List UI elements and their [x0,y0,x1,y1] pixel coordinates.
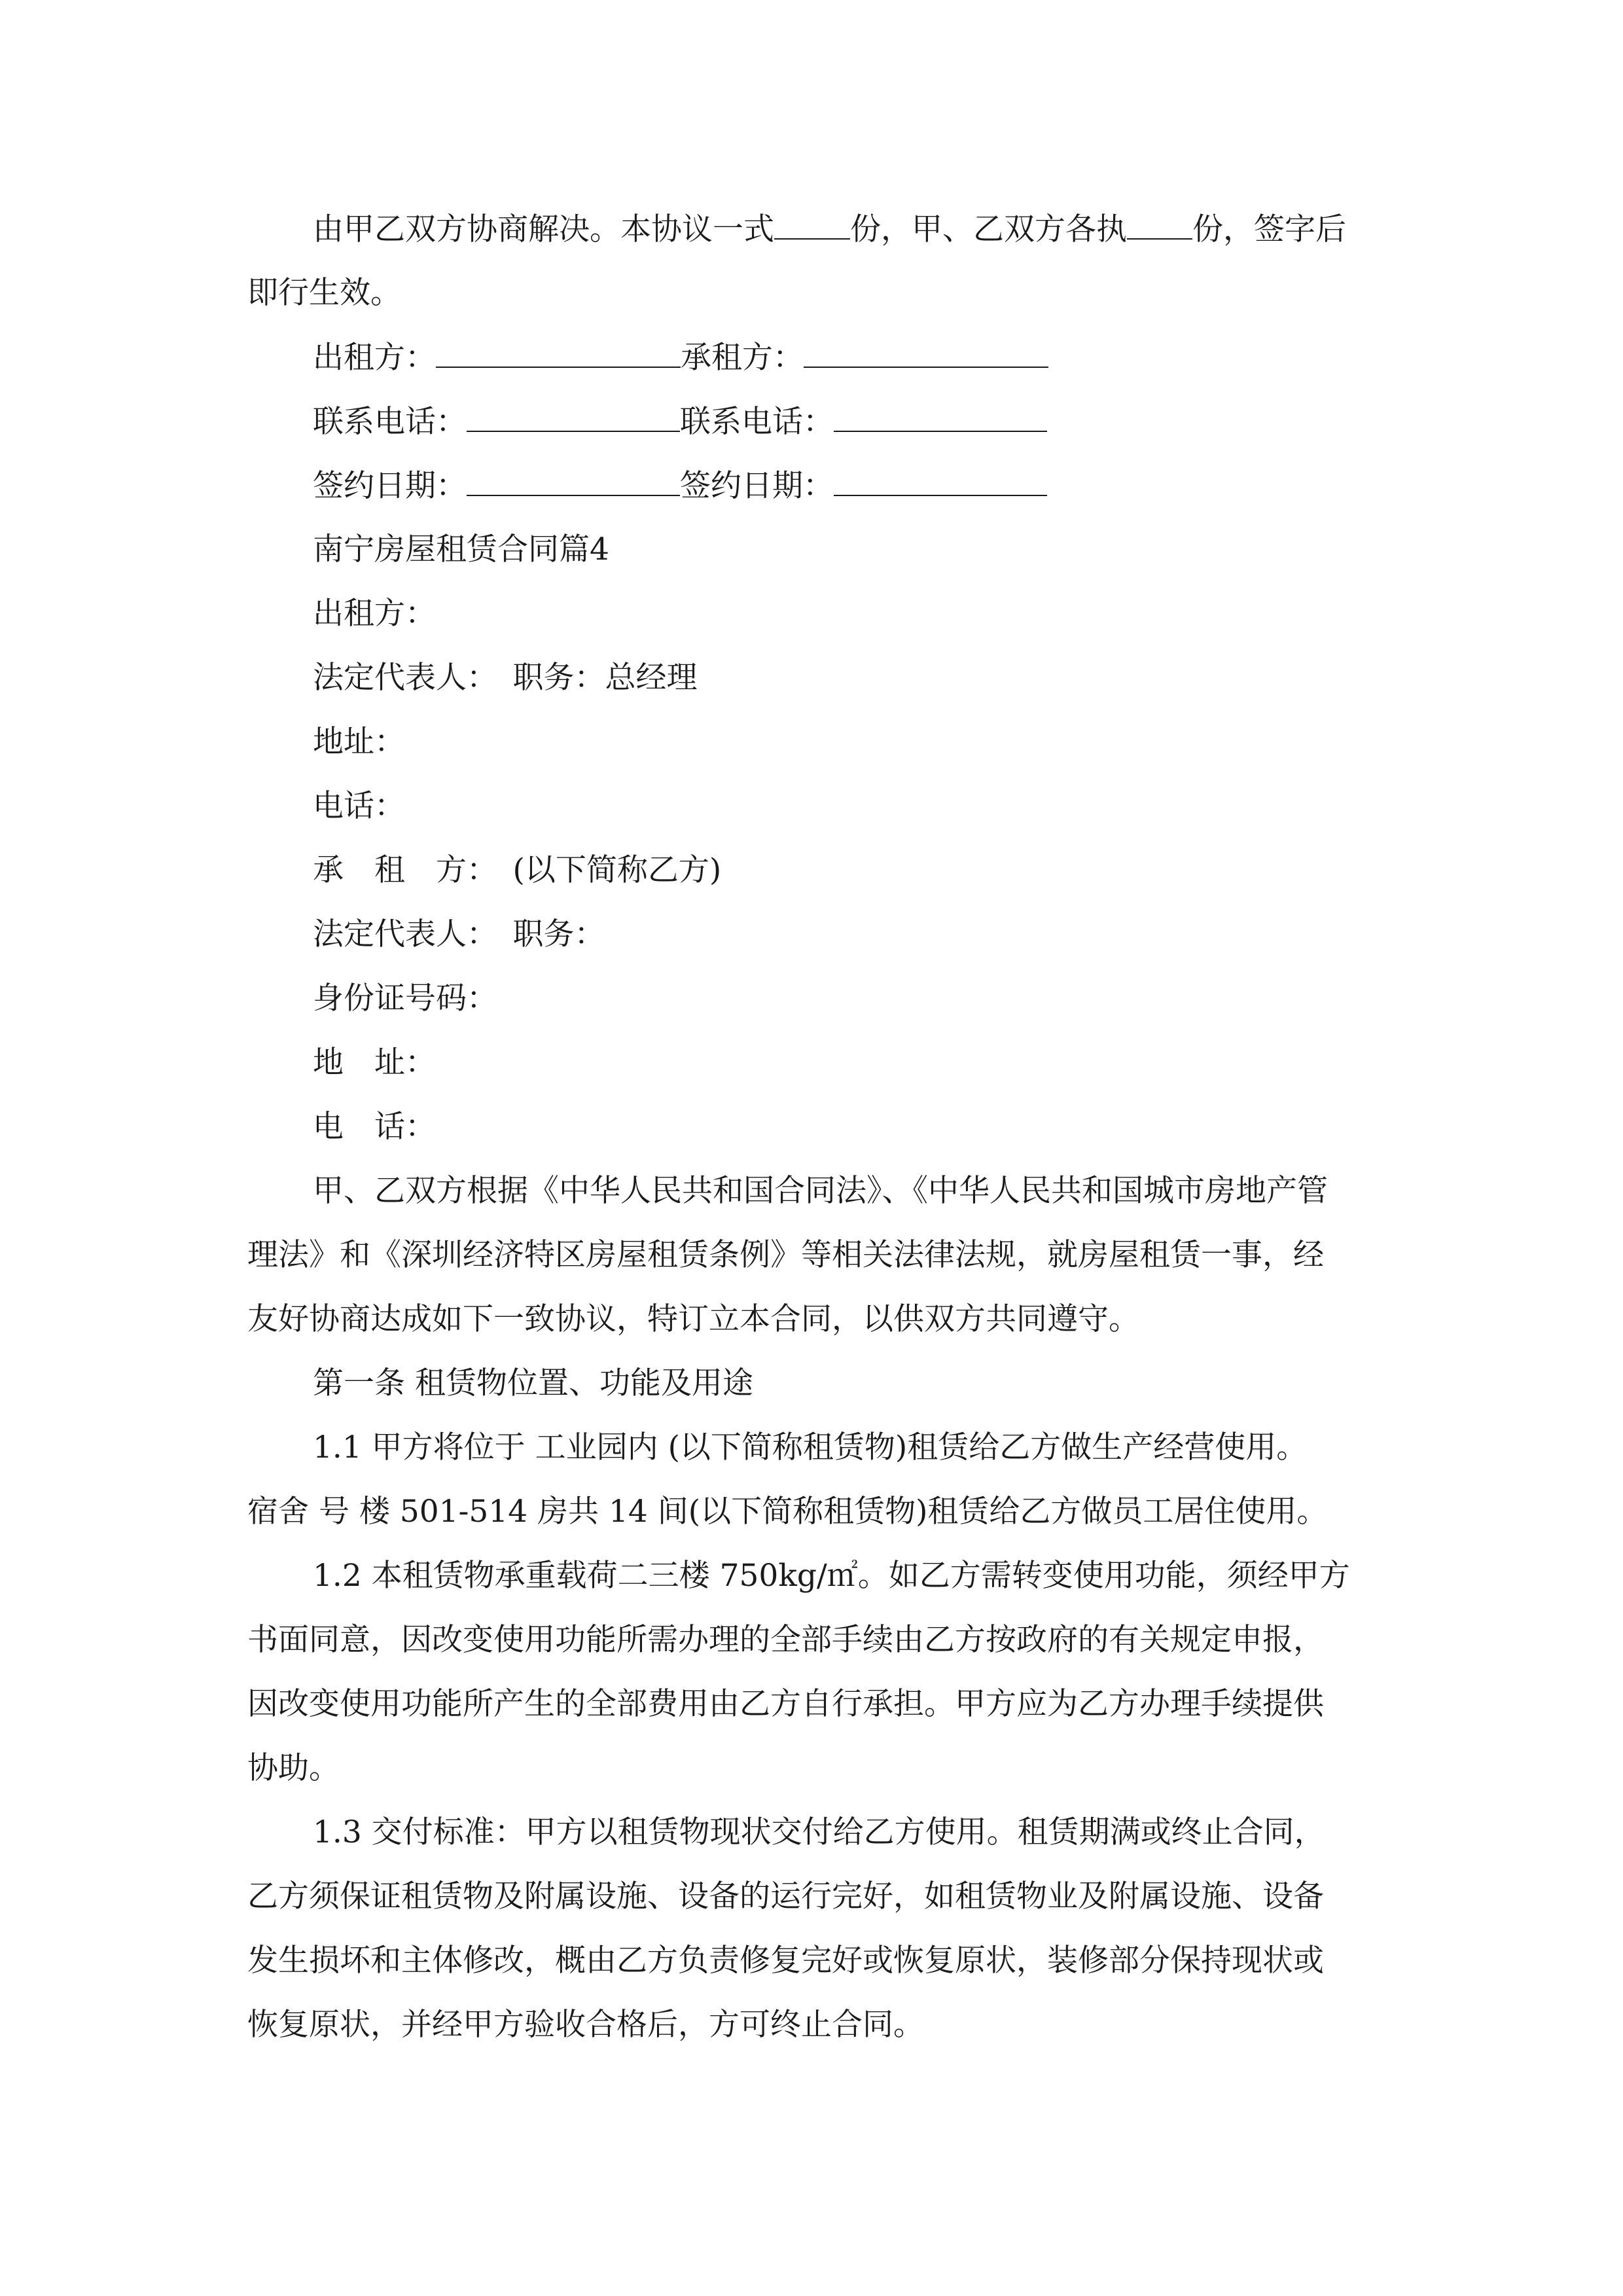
each-copies-blank [1127,209,1192,240]
clause-line: 1.1 甲方将位于 工业园内 (以下简称租赁物)租赁给乙方做生产经营使用。 [313,1429,1308,1465]
lessor-blank [436,338,681,368]
lessee-rep-line: 法定代表人： 职务： [313,916,605,952]
lessor-label: 出租方： [313,340,436,376]
signature-row-date [313,466,1047,506]
phone-label: 联系电话： [313,404,467,440]
clause-line: 因改变使用功能所产生的全部费用由乙方自行承担。甲方应为乙方办理手续提供 [247,1686,1324,1722]
intro-line: 甲、乙双方根据《中华人民共和国合同法》、《中华人民共和国城市房地产管 [313,1173,1328,1209]
clause-line: 恢复原状，并经甲方验收合格后，方可终止合同。 [247,2007,924,2043]
intro-line: 友好协商达成如下一致协议，特订立本合同，以供双方共同遵守。 [247,1301,1139,1337]
clause-line: 协助。 [247,1750,340,1786]
clause-line: 1.3 交付标准：甲方以租赁物现状交付给乙方使用。租赁期满或终止合同， [313,1814,1325,1850]
lessor-phone-line: 电话： [313,788,405,824]
lessor-line: 出租方： [313,596,436,632]
lessee-line: 承 租 方： (以下简称乙方) [313,852,722,888]
phone-blank [467,402,680,432]
clause-line: 书面同意，因改变使用功能所需办理的全部手续由乙方按政府的有关规定申报， [247,1622,1324,1658]
section-title: 南宁房屋租赁合同篇4 [313,531,609,567]
agreement-copies-line [313,209,1346,249]
effective-line: 即行生效。 [247,275,401,311]
lessor-address-line: 地址： [313,724,405,760]
date-label: 签约日期： [313,468,467,504]
clause-line: 发生损坏和主体修改，概由乙方负责修复完好或恢复原状，装修部分保持现状或 [247,1943,1324,1979]
text-segment: 份，签字后 [1192,211,1346,247]
clause-line: 宿舍 号 楼 501-514 房共 14 间(以下简称租赁物)租赁给乙方做员工居住使用。 [247,1494,1328,1530]
phone-blank [834,402,1047,432]
intro-line: 理法》和《深圳经济特区房屋租赁条例》等相关法律法规，就房屋租赁一事，经 [247,1237,1324,1273]
date-blank [467,466,680,496]
text-segment: 由甲乙双方协商解决。本协议一式 [313,211,774,247]
signature-row-parties [313,338,1048,378]
article-title: 第一条 租赁物位置、功能及用途 [313,1365,753,1401]
lessee-id-line: 身份证号码： [313,980,497,1016]
clause-line: 1.2 本租赁物承重载荷二三楼 750kg/㎡。如乙方需转变使用功能，须经甲方 [313,1558,1350,1594]
lessee-blank [804,338,1048,368]
date-blank [834,466,1047,496]
signature-row-phone [313,402,1047,442]
copies-blank [774,209,850,240]
lessor-rep-line: 法定代表人： 职务：总经理 [313,660,698,696]
lessee-label: 承租方： [681,340,804,376]
phone-label: 联系电话： [680,404,834,440]
text-segment: 份，甲、乙双方各执 [850,211,1127,247]
lessee-address-line: 地 址： [313,1045,436,1081]
date-label: 签约日期： [680,468,834,504]
clause-line: 乙方须保证租赁物及附属设施、设备的运行完好，如租赁物业及附属设施、设备 [247,1878,1324,1914]
lessee-phone-line: 电 话： [313,1109,436,1145]
